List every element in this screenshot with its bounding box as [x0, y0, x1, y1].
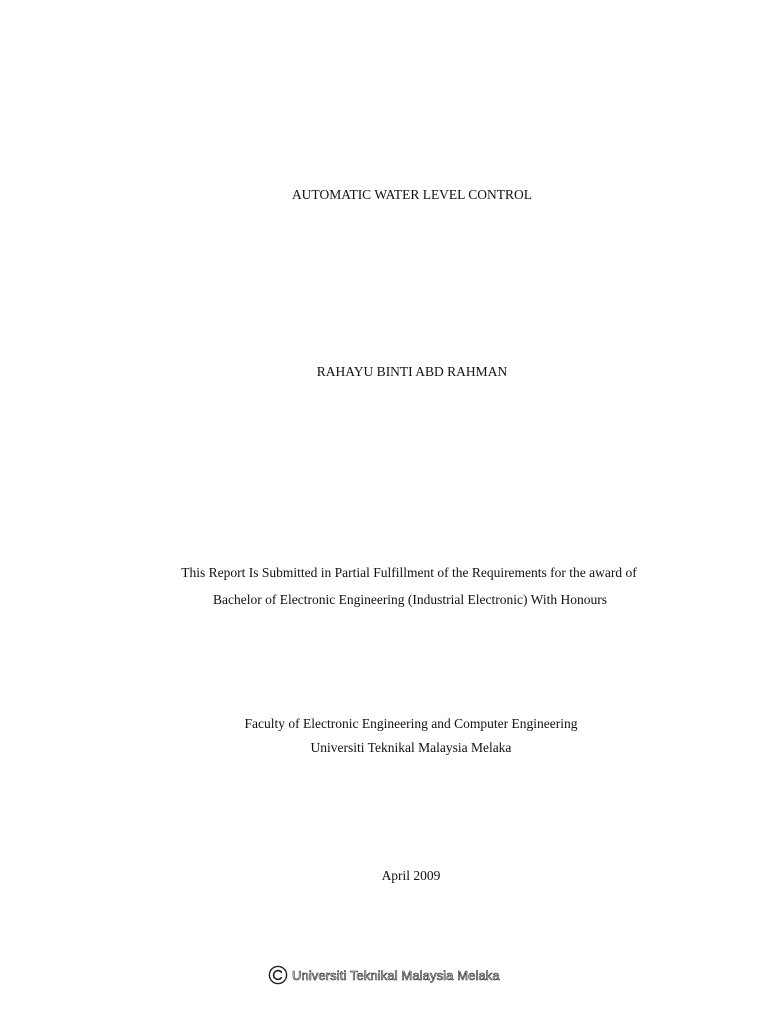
copyright-icon [268, 965, 288, 985]
university-name: Universiti Teknikal Malaysia Melaka [310, 740, 512, 755]
submission-date: April 2009 [381, 868, 441, 883]
report-title: AUTOMATIC WATER LEVEL CONTROL [291, 187, 533, 202]
submission-statement-line-2: Bachelor of Electronic Engineering (Industrial Electronic) With Honours [213, 592, 607, 607]
submission-statement-line-1: This Report Is Submitted in Partial Fulfillment of the Requirements for the award of [181, 565, 637, 580]
author-name: RAHAYU BINTI ABD RAHMAN [316, 364, 508, 379]
watermark-text: Universiti Teknikal Malaysia Melaka [292, 967, 500, 983]
faculty-name: Faculty of Electronic Engineering and Computer Engineering [244, 716, 578, 731]
copyright-watermark [268, 964, 500, 986]
